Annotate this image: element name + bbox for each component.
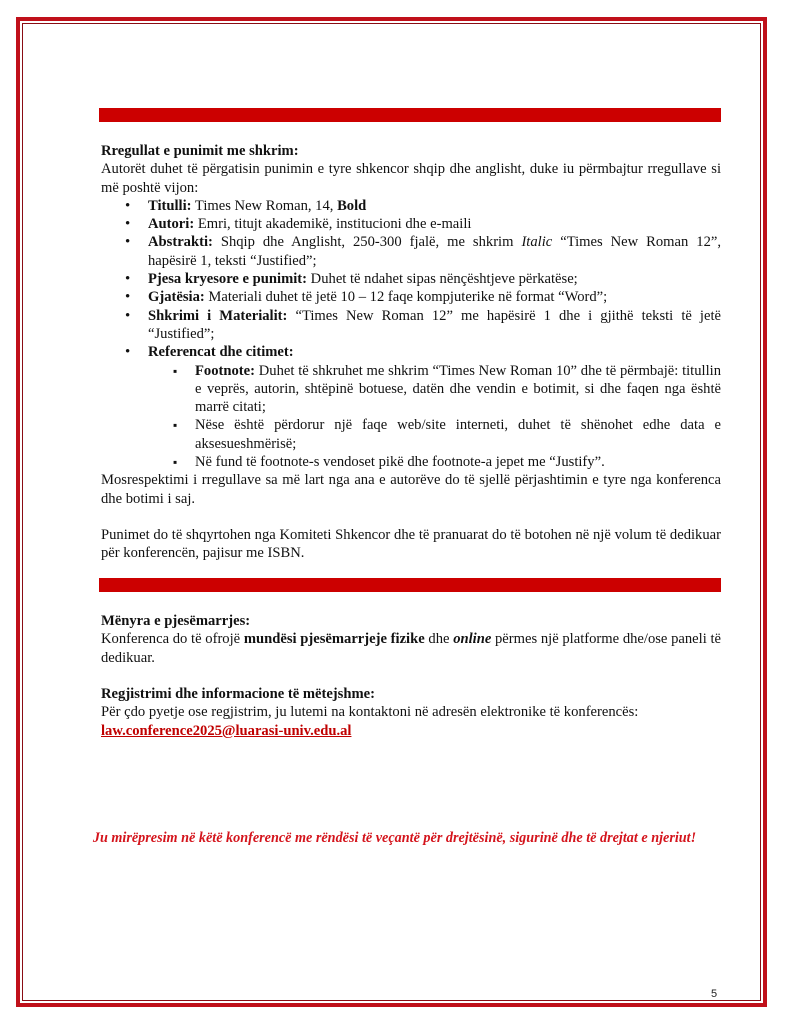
rules-intro: Autorët duhet të përgatisin punimin e tyre shkencor shqip dhe anglisht, duke iu përmbajtur rregullave si më poshtë vijon: bbox=[101, 161, 721, 196]
item-text: Emri, titujt akademikë, institucioni dhe e-maili bbox=[194, 216, 472, 233]
list-item bbox=[101, 270, 721, 288]
item-text: “Times New Roman 12”, hapësirë 1, teksti “Justified”; bbox=[148, 234, 721, 269]
list-item bbox=[101, 215, 721, 233]
sublist-item bbox=[148, 362, 721, 417]
subitem-text: Nëse është përdorur një faqe web/site interneti, duhet të shënohet edhe data e aksesueshmërisë; bbox=[195, 417, 721, 452]
item-label: Pjesa kryesore e punimit: bbox=[148, 271, 308, 288]
subitem-label: Footnote: bbox=[195, 362, 255, 379]
page-number: 5 bbox=[711, 988, 718, 1000]
participation-section bbox=[101, 612, 721, 667]
sublist-item bbox=[148, 453, 721, 471]
references-sublist bbox=[148, 362, 721, 472]
rules-section bbox=[101, 142, 721, 563]
rules-heading: Rregullat e punimit me shkrim: bbox=[101, 143, 299, 159]
item-label: Autori: bbox=[148, 216, 195, 233]
participation-online: online bbox=[453, 631, 492, 648]
list-item bbox=[101, 343, 721, 471]
item-text: Shqip dhe Anglisht, 250-300 fjalë, me shkrim bbox=[212, 234, 522, 251]
item-label: Gjatësia: bbox=[148, 289, 205, 306]
item-label: Abstrakti: bbox=[148, 234, 213, 251]
exclusion-paragraph: Mosrespektimi i rregullave sa më lart nga ana e autorëve do të sjellë përjashtimin e tyre nga konferenca dhe botimi i saj. bbox=[101, 472, 721, 507]
subitem-text: Duhet të shkruhet me shkrim “Times New Roman 10” dhe të përmbajë: titullin e veprës, autorin, shtëpinë botuese, datën dhe vendin e botimit, si dhe faqen nga është marrë citati; bbox=[195, 362, 721, 416]
item-label: Referencat dhe citimet: bbox=[148, 344, 294, 361]
participation-text-a: Konferenca do të ofrojë bbox=[101, 631, 244, 648]
sublist-item bbox=[148, 416, 721, 453]
conference-email-link[interactable]: law.conference2025@luarasi-univ.edu.al bbox=[101, 722, 352, 739]
item-label: Titulli: bbox=[148, 197, 192, 214]
item-text: “Times New Roman 12” me hapësirë 1 dhe i gjithë teksti të jetë “Justified”; bbox=[148, 307, 721, 342]
registration-heading: Regjistrimi dhe informacione të mëtejshme: bbox=[101, 686, 375, 702]
list-item bbox=[101, 233, 721, 270]
review-paragraph: Punimet do të shqyrtohen nga Komiteti Shkencor dhe të pranuarat do të botohen në një volum të dedikuar për konferencën, pajisur me ISBN. bbox=[101, 526, 721, 562]
participation-heading: Mënyra e pjesëmarrjes: bbox=[101, 613, 251, 629]
closing-message: Ju mirëpresim në këtë konferencë me rëndësi të veçantë për drejtësinë, sigurinë dhe të drejtat e njeriut! bbox=[92, 830, 697, 846]
item-bold-tail: Bold bbox=[337, 197, 367, 214]
red-divider-bottom bbox=[99, 578, 721, 592]
participation-bold: mundësi pjesëmarrjeje fizike bbox=[243, 631, 425, 648]
participation-text bbox=[101, 630, 721, 667]
item-italic: Italic bbox=[521, 234, 553, 251]
item-text: Materiali duhet të jetë 10 – 12 faqe kompjuterike në format “Word”; bbox=[204, 289, 608, 306]
registration-text: Për çdo pyetje ose regjistrim, ju lutemi na kontaktoni në adresën elektronike të konferencës: bbox=[101, 704, 639, 721]
participation-text-c: përmes një platforme dhe/ose paneli të dedikuar. bbox=[101, 631, 721, 666]
rules-list bbox=[101, 197, 721, 471]
participation-text-b: dhe bbox=[424, 631, 454, 648]
item-text: Times New Roman, 14, bbox=[191, 197, 338, 214]
subitem-text: Në fund të footnote-s vendoset pikë dhe footnote-a jepet me “Justify”. bbox=[195, 454, 605, 471]
list-item bbox=[101, 307, 721, 344]
item-label: Shkrimi i Materialit: bbox=[148, 307, 288, 324]
item-text: Duhet të ndahet sipas nënçështjeve përkatëse; bbox=[307, 271, 578, 288]
list-item bbox=[101, 197, 721, 215]
registration-section bbox=[101, 685, 721, 740]
list-item bbox=[101, 288, 721, 306]
red-divider-top bbox=[99, 108, 721, 122]
